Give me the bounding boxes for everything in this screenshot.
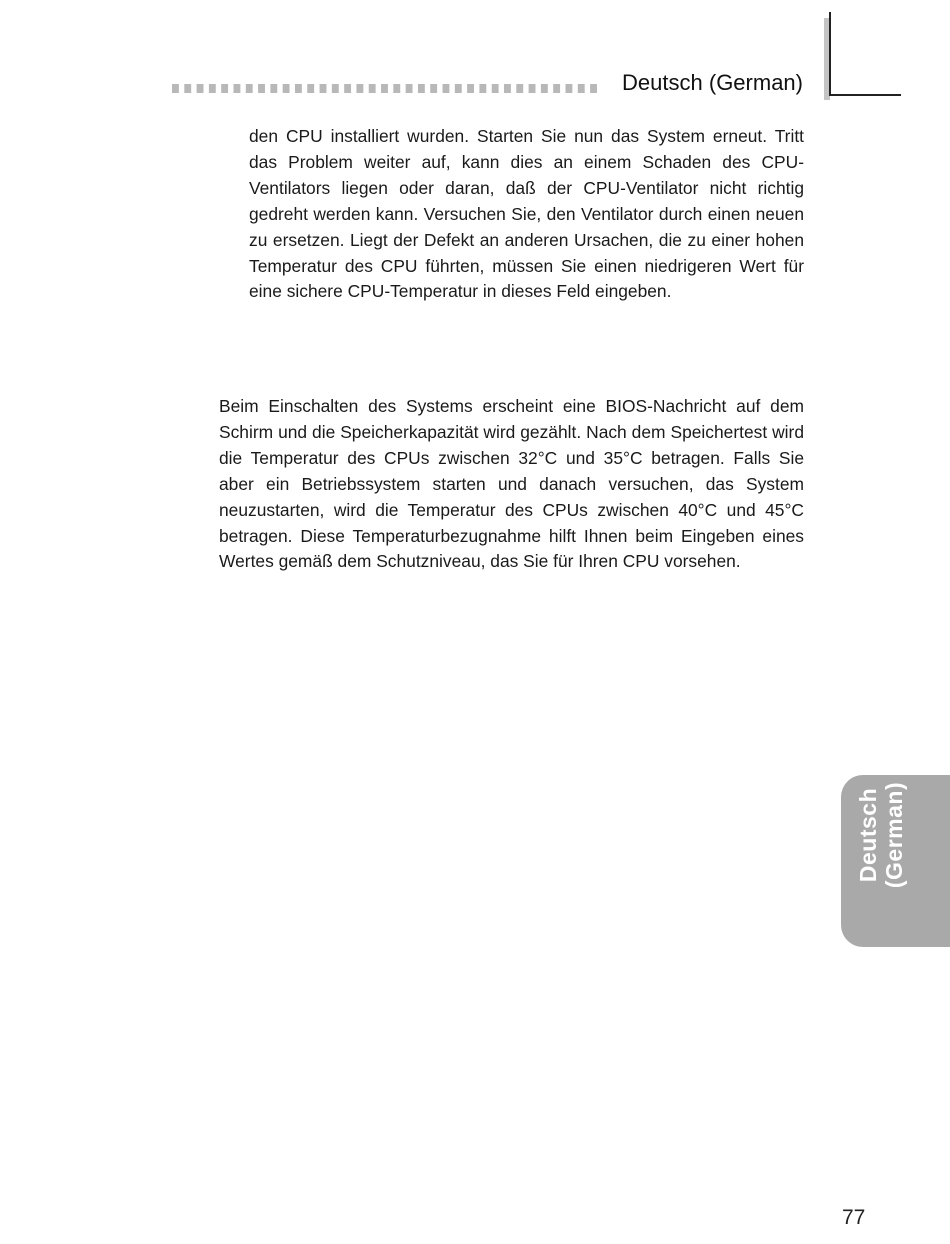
header-title: Deutsch (German): [622, 70, 803, 95]
side-tab-label: [855, 782, 907, 888]
corner-mark-horizontal: [829, 94, 901, 96]
header-dotted-rule: [172, 84, 598, 93]
paragraph-cpu-fan: den CPU installiert wurden. Starten Sie nun das System erneut. Tritt das Problem weiter auf, kann dies an einem Schaden des CPU-Ventilators liegen oder daran, daß der CPU-Ventilator nicht richtig gedreht werden kann. Versuchen Sie, den Ventilator durch einen neuen zu ersetzen. Liegt der Defekt an anderen Ursachen, die zu einer hohen Temperatur des CPU führten, müssen Sie einen niedrigeren Wert für eine sichere CPU-Temperatur in dieses Feld eingeben.: [249, 126, 804, 302]
page-number: 77: [842, 1206, 866, 1229]
side-tab-line1: Deutsch: [855, 787, 881, 883]
side-tab-line2: (German): [881, 781, 907, 889]
paragraph-temperature: Beim Einschalten des Systems erscheint eine BIOS-Nachricht auf dem Schirm und die Speicherkapazität wird gezählt. Nach dem Speichertest wird die Temperatur des CPUs zwischen 32°C und 35°C betragen. Falls Sie aber ein Betriebssystem starten und danach versuchen, das System neuzustarten, wird die Temperatur des CPUs zwischen 40°C und 45°C betragen. Diese Temperaturbezugnahme hilft Ihnen beim Eingeben eines Wertes gemäß dem Schutzniveau, das Sie für Ihren CPU vorsehen.: [219, 396, 804, 572]
corner-mark-vertical: [829, 12, 831, 96]
language-side-tab: [841, 775, 950, 947]
